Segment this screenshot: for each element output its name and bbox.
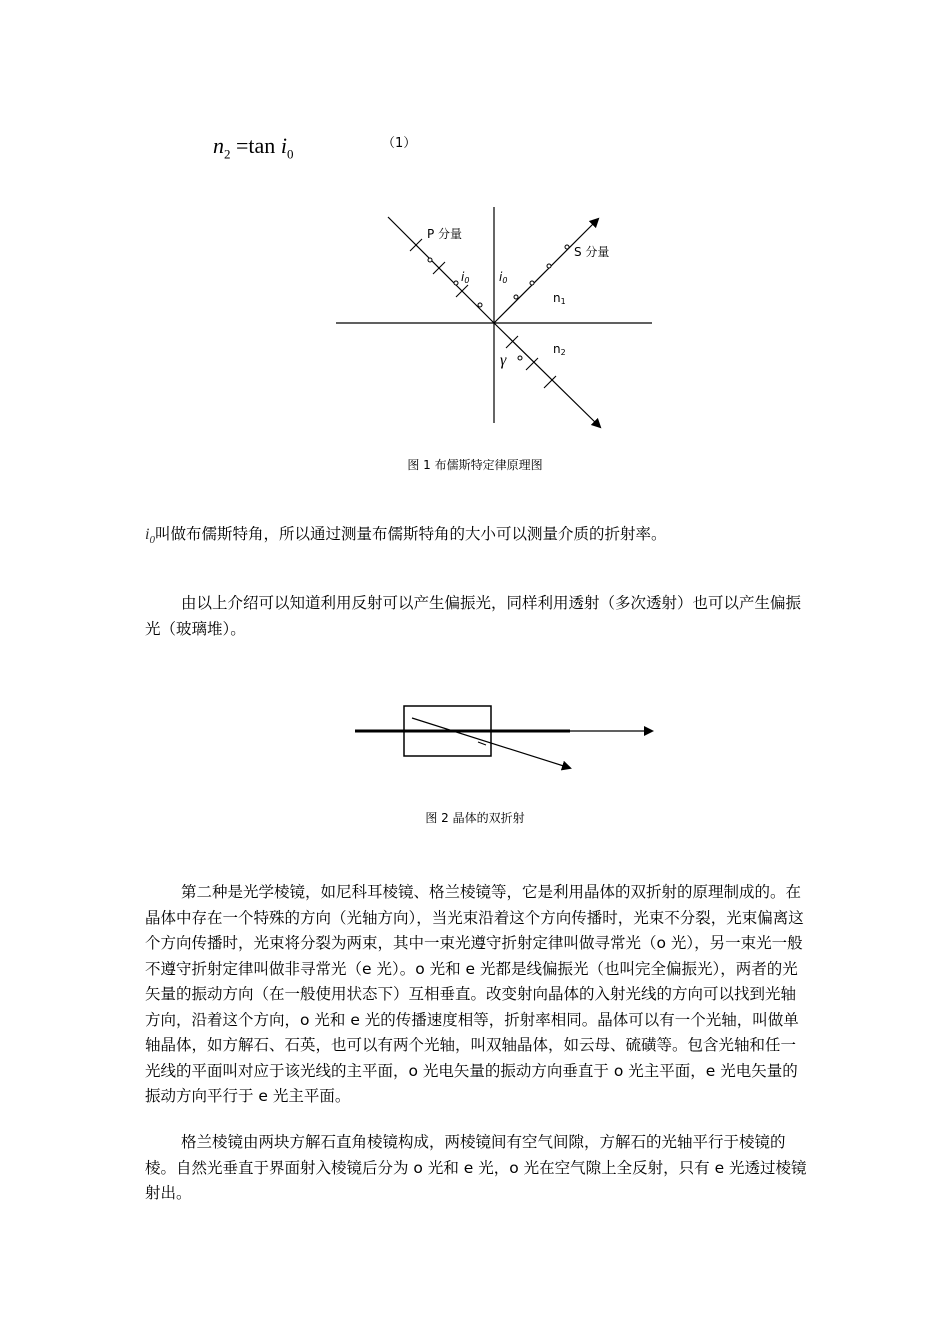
n1-sub: 1 xyxy=(560,297,566,306)
equation-number: （1） xyxy=(382,136,417,151)
brewster-diagram xyxy=(330,205,660,435)
n2-sub: 2 xyxy=(560,348,566,357)
formula-i: i xyxy=(280,133,287,158)
symbol-i: i xyxy=(145,526,150,543)
gamma-label: γ xyxy=(500,352,507,369)
formula-tan: tan xyxy=(248,133,276,158)
reflected-ray xyxy=(494,219,598,323)
paragraph-optical-prism xyxy=(145,880,807,1110)
figure2-caption: 图 2 晶体的双折射 xyxy=(425,811,525,825)
formula-n: n xyxy=(213,133,224,158)
i0-left-label xyxy=(461,270,469,285)
paragraph-glan-prism xyxy=(145,1130,807,1207)
paragraph-polarization-text: 由以上介绍可以知道利用反射可以产生偏振光，同样利用透射（多次透射）也可以产生偏振光（玻璃堆）。 xyxy=(145,594,802,638)
p-component-label: P 分量 xyxy=(427,227,463,241)
refracted-ticks xyxy=(506,336,556,388)
i0-right-label xyxy=(499,270,507,285)
symbol-sub: 0 xyxy=(149,534,155,547)
refracted-ray xyxy=(494,323,600,427)
s-component-dots xyxy=(514,245,569,299)
e-ray-mark xyxy=(478,742,486,745)
paragraph-polarization xyxy=(145,591,807,642)
n2-label xyxy=(553,342,566,357)
figure1-caption: 图 1 布儒斯特定律原理图 xyxy=(407,458,543,472)
symbol-i0 xyxy=(145,526,155,547)
i0-right-sub: 0 xyxy=(502,276,508,285)
birefringence-diagram xyxy=(340,695,670,775)
i0-right-i: i xyxy=(499,270,503,284)
i0-left-i: i xyxy=(461,270,465,284)
i0-left-sub: 0 xyxy=(464,276,470,285)
paragraph-brewster-angle xyxy=(145,522,807,554)
formula-i-sub: 0 xyxy=(286,146,294,162)
n2-n: n xyxy=(553,342,561,356)
formula-eq: = xyxy=(236,133,249,158)
refracted-dots xyxy=(518,356,522,360)
n1-n: n xyxy=(553,291,561,305)
s-component-label: S 分量 xyxy=(574,245,610,259)
formula-n-sub: 2 xyxy=(224,146,231,162)
paragraph-brewster-text: 叫做布儒斯特角，所以通过测量布儒斯特角的大小可以测量介质的折射率。 xyxy=(154,525,667,543)
paragraph-glan-prism-text: 格兰棱镜由两块方解石直角棱镜构成，两棱镜间有空气间隙，方解石的光轴平行于棱镜的棱。自然光垂直于界面射入棱镜后分为 o 光和 e 光，o 光在空气隙上全反射，只有 e 光透过棱镜射出。 xyxy=(145,1133,807,1202)
n1-label xyxy=(553,291,566,306)
paragraph-optical-prism-text: 第二种是光学棱镜，如尼科耳棱镜、格兰棱镜等，它是利用晶体的双折射的原理制成的。在晶体中存在一个特殊的方向（光轴方向），当光束沿着这个方向传播时，光束不分裂，光束偏离这个方向传播时，光束将分裂为两束，其中一束光遵守折射定律叫做寻常光（o 光），另一束光一般不遵守折射定律叫做非寻常光（e 光）。o 光和 e 光都是线偏振光（也叫完全偏振光），两者的光矢量的振动方向（在一般使用状态下）互相垂直。改变射向晶体的入射光线的方向可以找到光轴方向，沿着这个方向，o 光和 e 光的传播速度相等，折射率相同。晶体可以有一个光轴，叫做单轴晶体，如方解石、石英，也可以有两个光轴，叫双轴晶体，如云母、硫磺等。包含光轴和任一光线的平面叫对应于该光线的主平面，o 光电矢量的振动方向垂直于 o 光主平面，e 光电矢量的振动方向平行于 e 光主平面。 xyxy=(145,883,804,1105)
formula xyxy=(213,133,293,162)
